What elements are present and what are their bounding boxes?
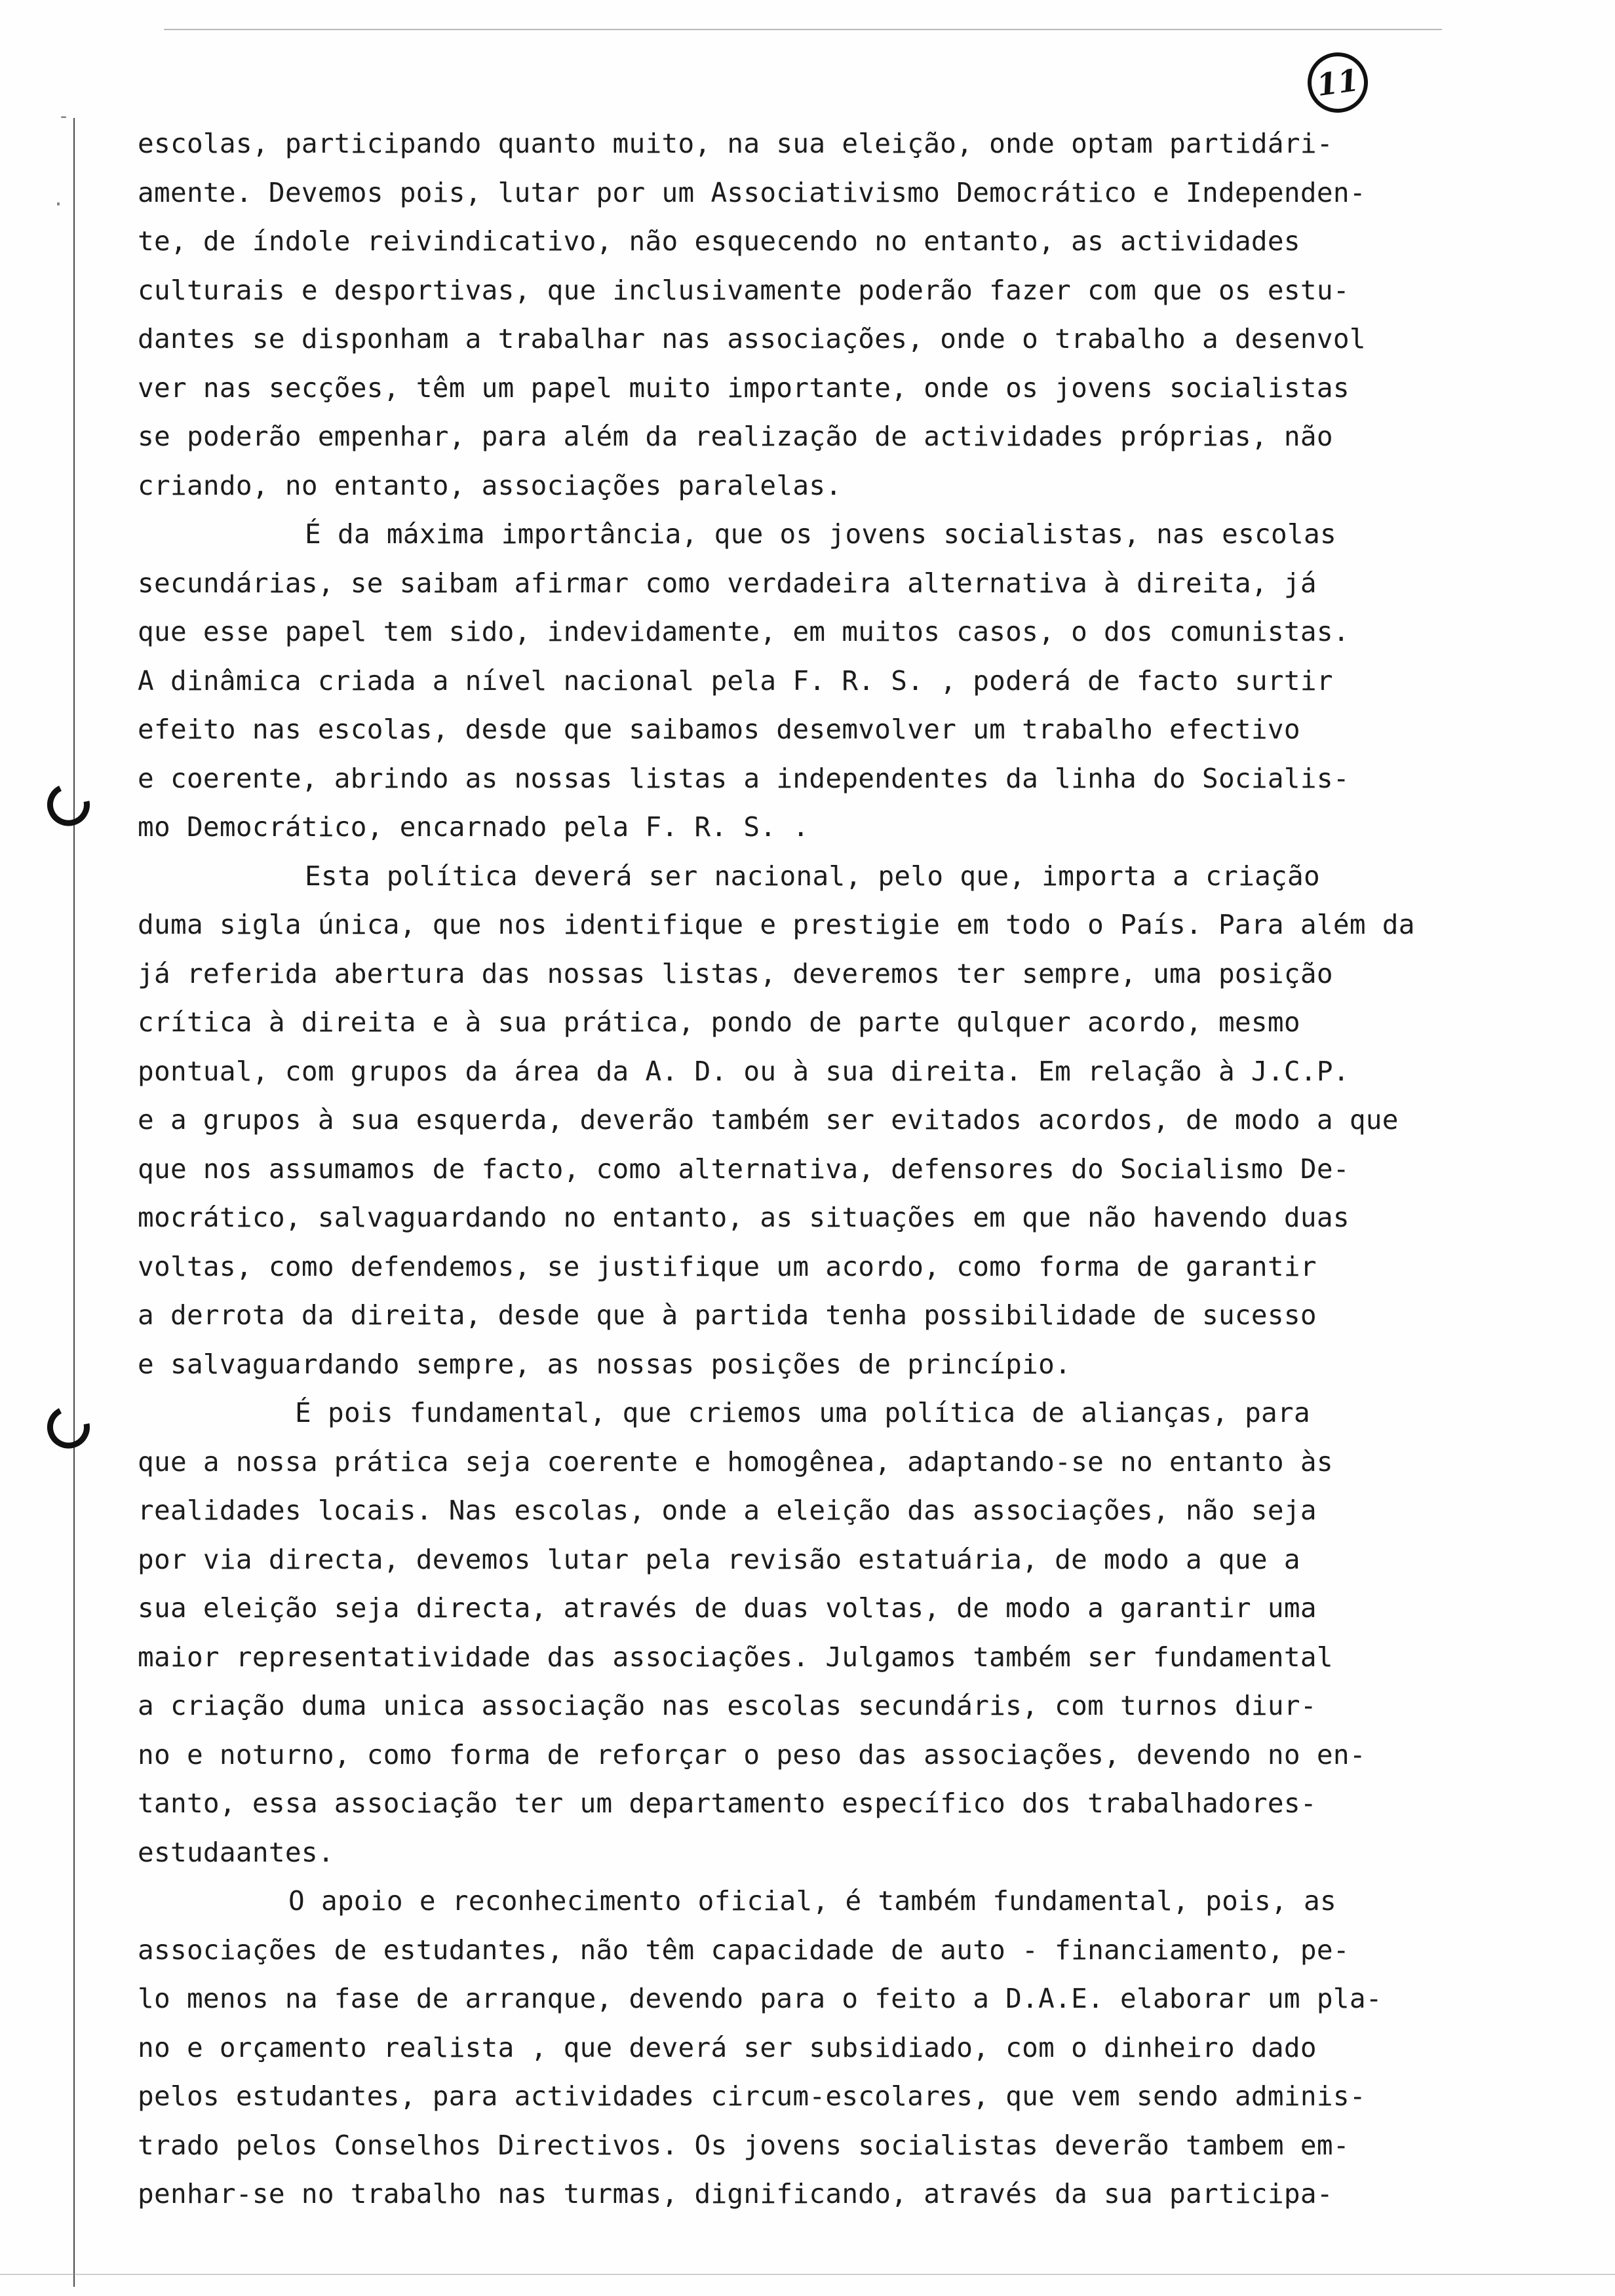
text-line: estudaantes. — [138, 1836, 334, 1868]
text-line: no e noturno, como forma de reforçar o peso das associações, devendo no en- — [138, 1738, 1366, 1770]
text-line: tanto, essa associação ter um departamento específico dos trabalhadores- — [138, 1788, 1317, 1819]
page-number: 11 — [1304, 48, 1372, 117]
text-line: e salvaguardando sempre, as nossas posições de princípio. — [138, 1348, 1072, 1380]
text-line: efeito nas escolas, desde que saibamos desemvolver um trabalho efectivo — [138, 714, 1300, 745]
text-line: amente. Devemos pois, lutar por um Associativismo Democrático e Independen- — [138, 176, 1366, 208]
bottom-rule — [0, 2274, 1615, 2275]
body-text — [138, 119, 1449, 2219]
text-line: culturais e desportivas, que inclusivamente poderão fazer com que os estu- — [138, 274, 1350, 306]
text-line: crítica à direita e à sua prática, pondo de parte qulquer acordo, mesmo — [138, 1006, 1300, 1038]
margin-mark: · — [52, 193, 65, 216]
text-line: já referida abertura das nossas listas, deveremos ter sempre, uma posição — [138, 957, 1333, 989]
paragraph-first-line: É pois fundamental, que criemos uma política de alianças, para — [295, 1397, 1311, 1428]
paragraph-first-line: É da máxima importância, que os jovens socialistas, nas escolas — [305, 518, 1336, 550]
text-line: que nos assumamos de facto, como alternativa, defensores do Socialismo De- — [138, 1153, 1350, 1185]
text-line: pelos estudantes, para actividades circum-escolares, que vem sendo adminis- — [138, 2080, 1366, 2112]
text-line: se poderão empenhar, para além da realização de actividades próprias, não — [138, 421, 1333, 452]
text-line: te, de índole reivindicativo, não esquecendo no entanto, as actividades — [138, 225, 1300, 257]
text-line: e coerente, abrindo as nossas listas a independentes da linha do Socialis- — [138, 762, 1350, 794]
text-line: voltas, como defendemos, se justifique um acordo, como forma de garantir — [138, 1250, 1317, 1282]
text-line: sua eleição seja directa, através de duas voltas, de modo a garantir uma — [138, 1592, 1317, 1624]
text-line: no e orçamento realista , que deverá ser subsidiado, com o dinheiro dado — [138, 2031, 1317, 2063]
text-line: mocrático, salvaguardando no entanto, as situações em que não havendo duas — [138, 1202, 1350, 1233]
top-rule — [164, 29, 1442, 30]
text-line: e a grupos à sua esquerda, deverão também ser evitados acordos, de modo a que — [138, 1104, 1399, 1136]
text-line: escolas, participando quanto muito, na sua eleição, onde optam partidári- — [138, 128, 1333, 159]
text-line: criando, no entanto, associações paralelas. — [138, 469, 842, 501]
paragraph-first-line: O apoio e reconhecimento oficial, é também fundamental, pois, as — [288, 1885, 1336, 1917]
text-line: ver nas secções, têm um papel muito importante, onde os jovens socialistas — [138, 372, 1350, 404]
left-margin-rule — [73, 118, 75, 2287]
punch-hole-icon — [46, 1406, 92, 1451]
margin-mark: - — [58, 105, 70, 128]
text-line: pontual, com grupos da área da A. D. ou à sua direita. Em relação à J.C.P. — [138, 1055, 1350, 1087]
text-line: lo menos na fase de arranque, devendo para o feito a D.A.E. elaborar um pla- — [138, 1983, 1382, 2014]
text-line: A dinâmica criada a nível nacional pela F. R. S. , poderá de facto surtir — [138, 664, 1333, 697]
text-line: associações de estudantes, não têm capacidade de auto - financiamento, pe- — [138, 1934, 1350, 1966]
text-line: que esse papel tem sido, indevidamente, em muitos casos, o dos comunistas. — [138, 616, 1350, 647]
paragraph-first-line: Esta política deverá ser nacional, pelo que, importa a criação — [305, 860, 1321, 892]
text-line: trado pelos Conselhos Directivos. Os jovens socialistas deverão tambem em- — [138, 2129, 1350, 2161]
text-line: realidades locais. Nas escolas, onde a eleição das associações, não seja — [138, 1495, 1317, 1526]
text-line: dantes se disponham a trabalhar nas associações, onde o trabalho a desenvol — [138, 323, 1366, 354]
text-line: duma sigla única, que nos identifique e prestigie em todo o País. Para além da — [138, 909, 1415, 940]
text-line: a derrota da direita, desde que à partida tenha possibilidade de sucesso — [138, 1299, 1317, 1331]
punch-hole-icon — [46, 783, 92, 829]
text-line: maior representatividade das associações. Julgamos também ser fundamental — [138, 1641, 1333, 1673]
text-line: mo Democrático, encarnado pela F. R. S. . — [138, 811, 809, 843]
text-line: penhar-se no trabalho nas turmas, dignificando, através da sua participa- — [138, 2178, 1333, 2210]
text-line: por via directa, devemos lutar pela revisão estatuária, de modo a que a — [138, 1543, 1300, 1575]
text-line: secundárias, se saibam afirmar como verdadeira alternativa à direita, já — [138, 567, 1317, 599]
text-line: que a nossa prática seja coerente e homogênea, adaptando-se no entanto às — [138, 1445, 1333, 1478]
text-line: a criação duma unica associação nas escolas secundáris, com turnos diur- — [138, 1690, 1317, 1721]
